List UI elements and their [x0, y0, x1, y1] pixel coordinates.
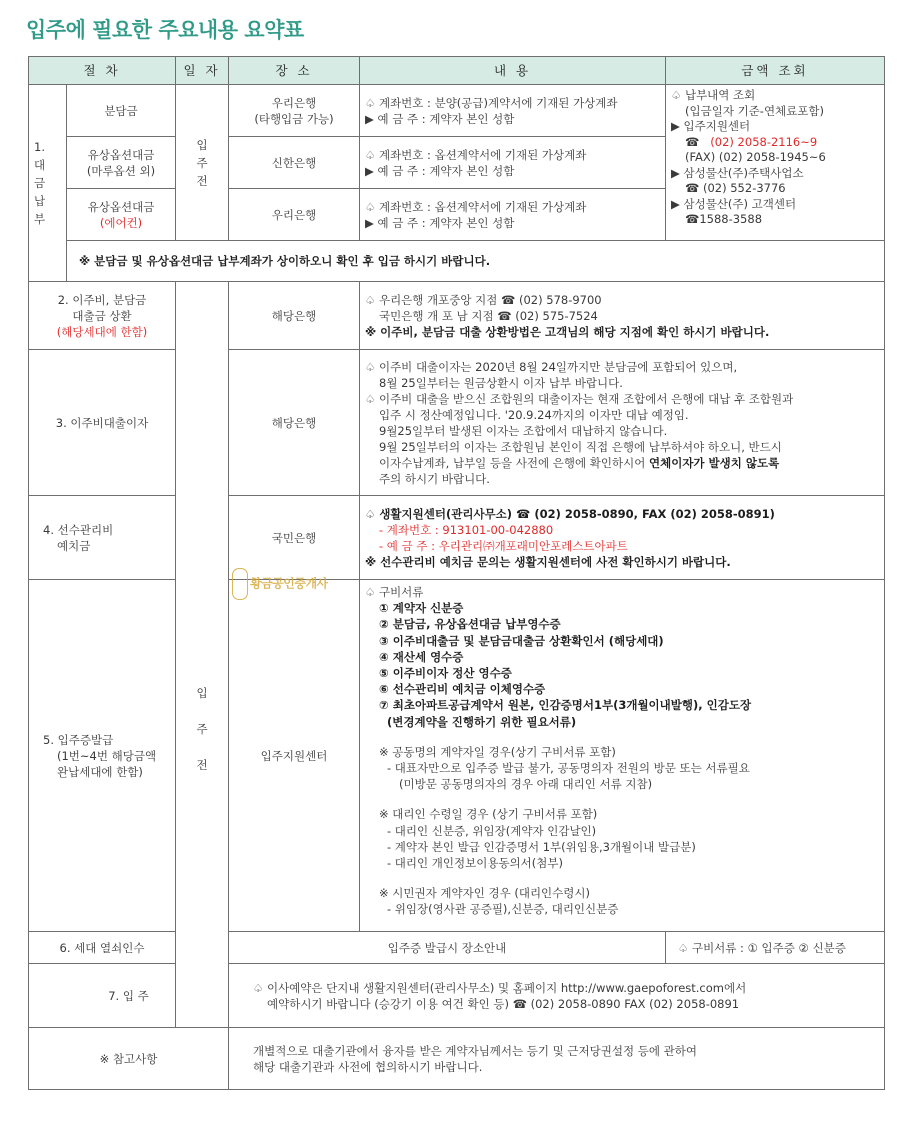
interest-line: 8월 25일부터는 원금상환시 이자 납부 바랍니다.	[379, 375, 623, 390]
foreign-line: ※ 시민권자 계약자인 경우 (대리인수령시)	[379, 886, 590, 901]
doc-item: ③ 이주비대출금 및 분담금대출금 상환확인서 (해당세대)	[379, 633, 664, 648]
interest-line: 주의 하시기 바랍니다.	[379, 471, 490, 486]
row7-content	[229, 964, 885, 1028]
watermark-stamp	[232, 568, 328, 600]
row2-place: 해당은행	[229, 282, 360, 350]
account-line: ♤ 계좌번호 : 옵션계약서에 기재된 가상계좌	[365, 147, 587, 162]
branch-line: ♤ 우리은행 개포중앙 지점 ☎ (02) 578-9700	[365, 292, 602, 307]
header-place: 장 소	[229, 57, 360, 85]
summary-table	[28, 56, 885, 1090]
row5-content	[360, 580, 885, 932]
row2-content	[360, 282, 885, 350]
row4-place: 국민은행	[229, 496, 360, 580]
header-inquiry: 금액 조회	[666, 57, 885, 85]
row6-label: 6. 세대 열쇠인수	[29, 932, 176, 964]
row6-content: ♤ 구비서류 : ① 입주증 ② 신분증	[666, 932, 885, 964]
doc-item: ⑥ 선수관리비 예치금 이체영수증	[379, 682, 546, 697]
doc-item: ① 계약자 신분증	[379, 601, 464, 616]
row2-label-line: 2. 이주비, 분담금	[57, 292, 147, 307]
interest-line: ♤ 이주비 대출이자는 2020년 8월 24일까지만 분담금에 포함되어 있으며,	[365, 359, 738, 374]
stamp-text: 황금공인중개사	[250, 576, 328, 591]
row2-label	[29, 282, 176, 350]
row4-content	[360, 496, 885, 580]
inquiry-line: ▶ 삼성물산(주) 고객센터	[671, 196, 797, 211]
row4-label-line: 4. 선수관리비	[43, 522, 114, 537]
inquiry-line: (FAX) (02) 2058-1945~6	[685, 150, 826, 164]
row2-label-line: 대출금 상환	[72, 308, 132, 323]
doc-item: ⑦ 최초아파트공급계약서 원본, 인감증명서1부(3개월이내발행), 인감도장	[379, 698, 752, 713]
row1-sub1-content	[360, 85, 666, 137]
interest-line: 9월 25일부터의 이자는 조합원님 본인이 직접 은행에 납부하셔야 하오니, 반드시	[379, 439, 782, 454]
row4-notice: ※ 선수관리비 예치금 문의는 생활지원센터에 사전 확인하시기 바랍니다.	[365, 554, 731, 569]
row8-label: ※ 참고사항	[29, 1028, 229, 1090]
account-line: ♤ 계좌번호 : 분양(공급)계약서에 기재된 가상계좌	[365, 95, 618, 110]
support-center-phone: (02) 2058-2116~9	[710, 134, 818, 149]
move-reservation-line: 예약하시기 바랍니다 (승강기 이용 여건 확인 등) ☎ (02) 2058-0890 FAX (02) 2058-0891	[267, 996, 740, 1011]
joint-owner-line: ※ 공동명의 계약자일 경우(상기 구비서류 포함)	[379, 744, 616, 759]
life-center-line: ♤ 생활지원센터(관리사무소) ☎ (02) 2058-0890, FAX (02) 2058-0891)	[365, 506, 775, 521]
row1-label: 1. 대 금 납 부	[29, 85, 67, 282]
docs-heading: ♤ 구비서류	[365, 585, 424, 599]
interest-line	[365, 455, 879, 471]
page-title: 입주에 필요한 주요내용 요약표	[26, 18, 304, 42]
inquiry-line: ♤ 납부내역 조회	[671, 88, 756, 102]
agent-line: - 대리인 개인정보이용동의서(첨부)	[387, 856, 563, 871]
interest-line: 9월25일부터 발생된 이자는 조합에서 대납하지 않습니다.	[379, 423, 668, 438]
branch-line: 국민은행 개 포 남 지점 ☎ (02) 575-7524	[379, 308, 598, 323]
inquiry-line: ▶ 삼성물산(주)주택사업소	[671, 165, 804, 180]
row3-content	[360, 350, 885, 496]
row5-place: 입주지원센터	[229, 580, 360, 932]
table-header-row	[29, 57, 885, 85]
row5-label-line: 5. 입주증발급	[43, 732, 114, 747]
doc-item: ④ 재산세 영수증	[379, 649, 464, 664]
row1-inquiry	[666, 85, 885, 241]
row1-notice: ※ 분담금 및 유상옵션대금 납부계좌가 상이하오니 확인 후 입금 하시기 바랍니다.	[67, 241, 885, 282]
inquiry-line: ☎ (02) 552-3776	[685, 181, 786, 195]
reference-line: 해당 대출기관과 사전에 협의하시기 바랍니다.	[253, 1059, 483, 1074]
row4-label	[29, 496, 176, 580]
row1-sub1-place: 우리은행 (타행입금 가능)	[229, 85, 360, 137]
foreign-line: - 위임장(영사관 공증필),신분증, 대리인신분증	[387, 902, 619, 917]
account-holder-line: - 예 금 주 : 우리관리㈜개포래미안포레스트아파트	[379, 538, 628, 553]
interest-line: ♤ 이주비 대출을 받으신 조합원의 대출이자는 현재 조합에서 은행에 대납 후 조합원과	[365, 391, 794, 406]
agent-line: - 대리인 신분증, 위임장(계약자 인감날인)	[387, 823, 597, 838]
joint-owner-line: (미방문 공동명의자의 경우 아래 대리인 서류 지참)	[399, 777, 653, 792]
row8-content	[229, 1028, 885, 1090]
row2-label-note: (해당세대에 한함)	[56, 324, 148, 339]
holder-line: ▶ 예 금 주 : 계약자 본인 성함	[365, 111, 515, 126]
row3-place: 해당은행	[229, 350, 360, 496]
row1-sub2-place: 신한은행	[229, 137, 360, 189]
seal-icon	[232, 568, 248, 600]
row1-sub3-content	[360, 189, 666, 241]
interest-warning: 연체이자가 발생치 않도록	[649, 455, 780, 470]
holder-line: ▶ 예 금 주 : 계약자 본인 성함	[365, 215, 515, 230]
sub3-name-note: (에어컨)	[99, 215, 143, 230]
inquiry-line: ▶ 입주지원센터	[671, 119, 751, 133]
holder-line: ▶ 예 금 주 : 계약자 본인 성함	[365, 163, 515, 178]
phone-icon: ☎	[685, 134, 700, 149]
row3-label: 3. 이주비대출이자	[29, 350, 176, 496]
row2-notice: ※ 이주비, 분담금 대출 상환방법은 고객님의 해당 지점에 확인 하시기 바랍니다.	[365, 324, 770, 339]
row7-label: 7. 입 주	[29, 964, 229, 1028]
agent-line: - 계약자 본인 발급 인감증명서 1부(위임용,3개월이내 발급분)	[387, 839, 696, 854]
header-content: 내 용	[360, 57, 666, 85]
row6-place: 입주증 발급시 장소안내	[229, 932, 666, 964]
inquiry-line: ☎1588-3588	[685, 212, 763, 226]
row5-label	[29, 580, 176, 932]
account-line: ♤ 계좌번호 : 옵션계약서에 기재된 가상계좌	[365, 199, 587, 214]
interest-line: 입주 시 정산예정입니다. '20.9.24까지의 이자만 대납 예정임.	[379, 407, 689, 422]
row1-sub3-place: 우리은행	[229, 189, 360, 241]
row1-sub2-name: 유상옵션대금 (마루옵션 외)	[67, 137, 176, 189]
row5-label-line: (1번~4번 해당금액	[57, 748, 157, 763]
row4-label-line: 예치금	[57, 538, 91, 553]
inquiry-line	[671, 135, 879, 151]
doc-item: ② 분담금, 유상옵션대금 납부영수증	[379, 617, 561, 632]
joint-owner-line: - 대표자만으로 입주증 발급 불가, 공동명의자 전원의 방문 또는 서류필요	[387, 761, 750, 776]
doc-item: ⑤ 이주비이자 정산 영수증	[379, 666, 512, 681]
agent-line: ※ 대리인 수령일 경우 (상기 구비서류 포함)	[379, 807, 598, 822]
row1-date: 입 주 전	[176, 85, 229, 241]
reference-line: 개별적으로 대출기관에서 융자를 받은 계약자님께서는 등기 및 근저당권설정 등에 관하여	[253, 1043, 697, 1058]
row5-label-line: 완납세대에 한함)	[57, 764, 143, 779]
interest-text: 이자수납계좌, 납부일 등을 사전에 은행에 확인하시어	[379, 455, 646, 470]
row1-sub3-name	[67, 189, 176, 241]
inquiry-line: (입금일자 기준-연체료포함)	[685, 103, 824, 118]
date-before-move-in: 입 주 전	[176, 282, 229, 1028]
doc-item-note: (변경계약을 진행하기 위한 필요서류)	[387, 714, 577, 729]
sub3-name: 유상옵션대금	[87, 199, 155, 214]
row1-sub2-content	[360, 137, 666, 189]
account-number-line: - 계좌번호 : 913101-00-042880	[379, 522, 554, 537]
header-date: 일 자	[176, 57, 229, 85]
row1-sub1-name: 분담금	[67, 85, 176, 137]
header-procedure: 절 차	[29, 57, 176, 85]
move-reservation-line: ♤ 이사예약은 단지내 생활지원센터(관리사무소) 및 홈페이지 http://www.gaepoforest.com에서	[253, 980, 747, 995]
